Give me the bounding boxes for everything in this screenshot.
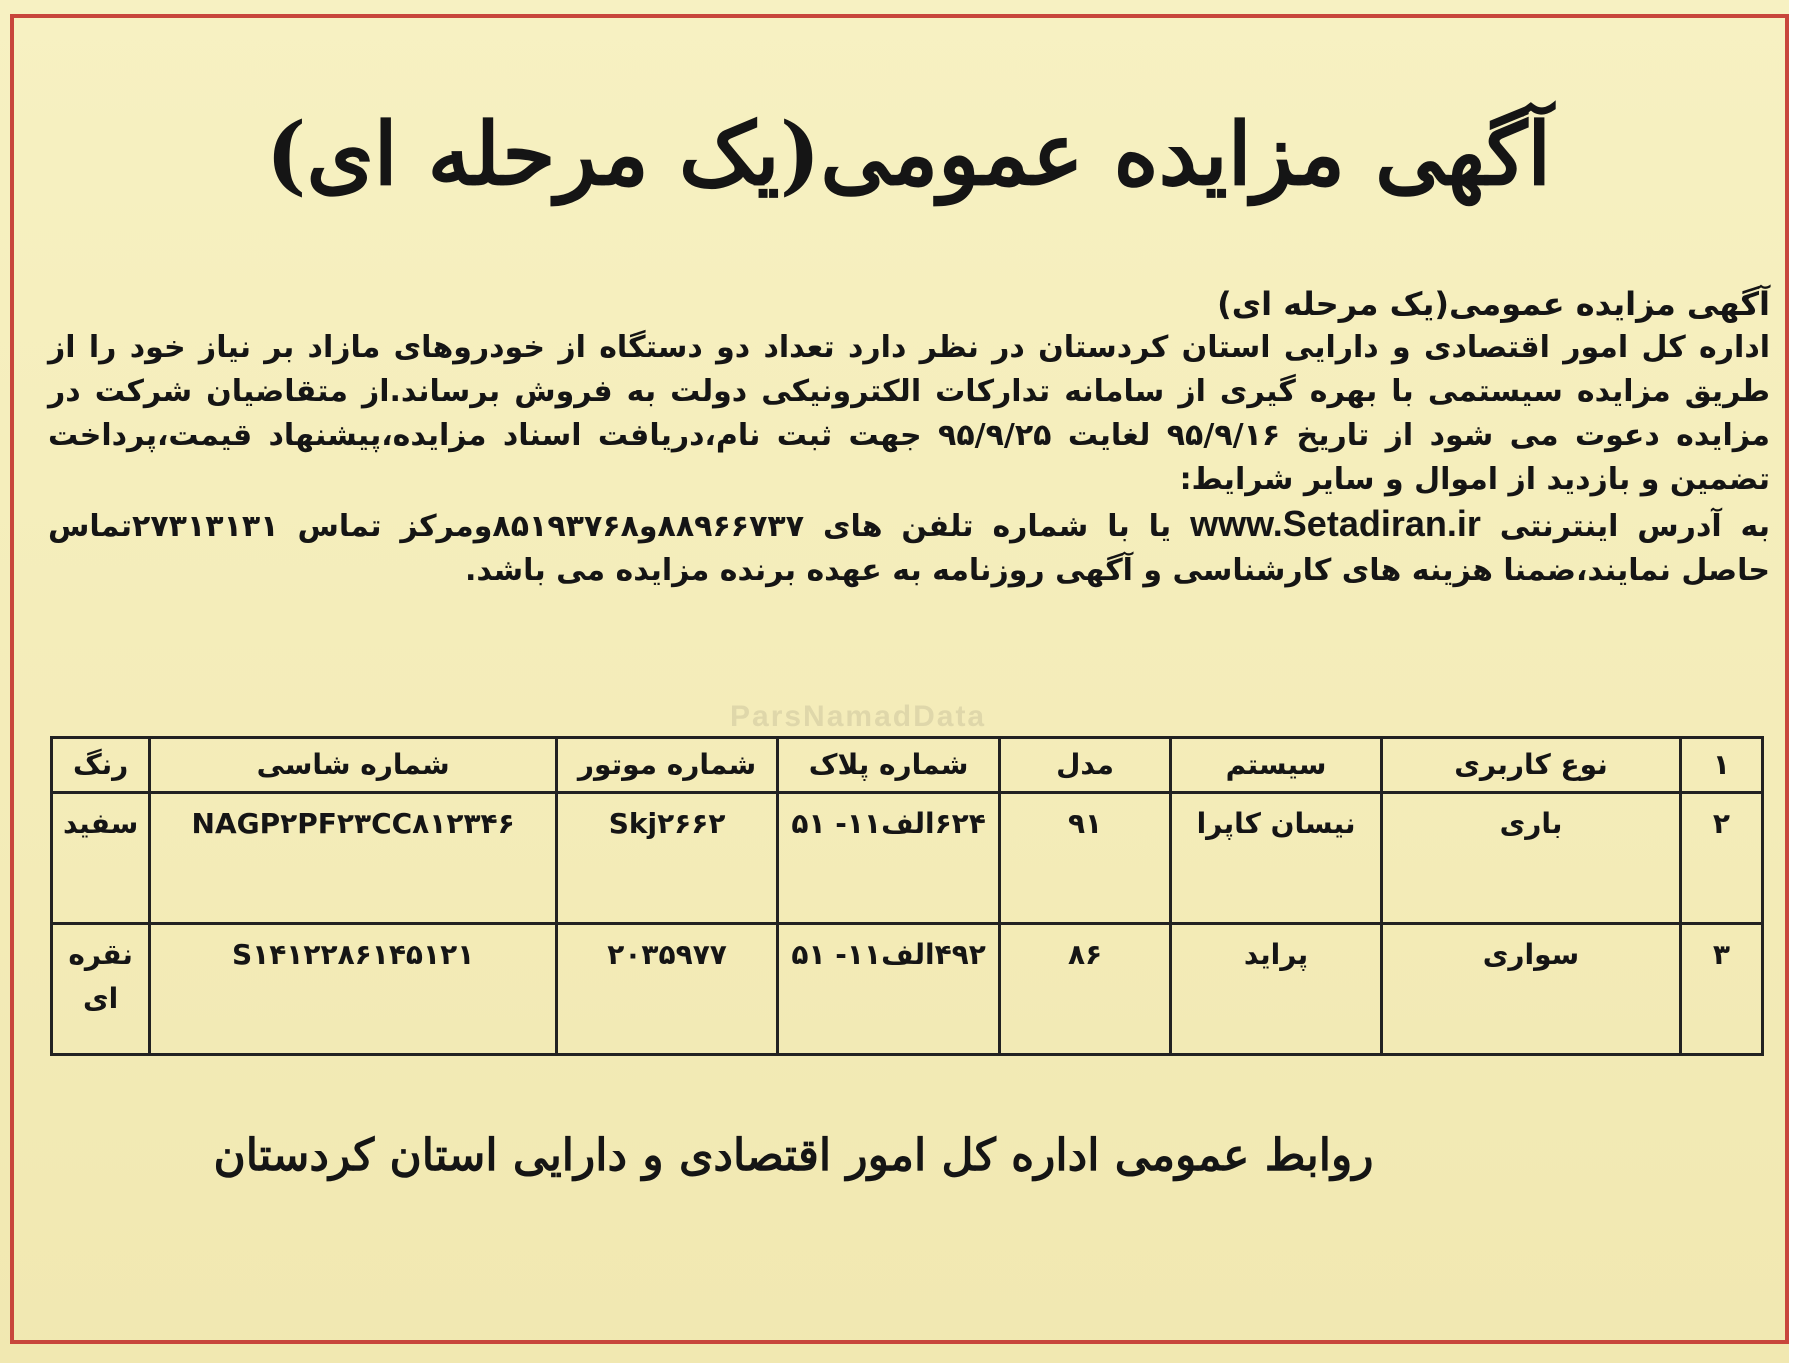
cell-chassis: NAGP۲PF۲۳CC۸۱۲۳۴۶	[150, 793, 557, 924]
announcement-title: آگهی مزایده عمومی(یک مرحله ای)	[265, 104, 1552, 205]
footer-signature: روابط عمومی اداره کل امور اقتصادی و دارایی استان کردستان	[213, 1130, 1374, 1181]
table-row	[52, 924, 1763, 1055]
header-plate: شماره پلاک	[778, 738, 1000, 793]
cell-color: سفید	[52, 793, 150, 924]
page-edge	[1789, 0, 1817, 1363]
watermark: ParsNamadData	[730, 700, 987, 733]
table-row	[52, 793, 1763, 924]
announcement-paragraph: اداره کل امور اقتصادی و دارایی استان کردستان در نظر دارد تعداد دو دستگاه از خودروهای مازاد بر نیاز خود را از طریق مزایده سیستمی با بهره گیری از سامانه تدارکات الکترونیکی دولت به فروش برساند.از متقاضیان شرکت در مزایده دعوت می شود از تاریخ ۹۵/۹/۱۶ لغایت ۹۵/۹/۲۵ جهت ثبت نام،دریافت اسناد مزایده،پیشنهاد قیمت،پرداخت تضمین و بازدید از اموال و سایر شرایط:	[48, 330, 1770, 497]
announcement-body	[48, 282, 1770, 593]
header-chassis: شماره شاسی	[150, 738, 557, 793]
header-model: مدل	[1000, 738, 1171, 793]
contact-suffix: یا با شماره تلفن های ۸۸۹۶۶۷۳۷و۸۵۱۹۳۷۶۸ومرکز تماس ۲۷۳۱۳۱۳۱تماس حاصل نمایند،ضمنا هزینه های کارشناسی و آگهی روزنامه به عهده برنده مزایده می باشد.	[48, 509, 1770, 588]
cell-num: ۳	[1680, 924, 1762, 1055]
header-system: سیستم	[1171, 738, 1382, 793]
cell-usage: سواری	[1382, 924, 1681, 1055]
table-header-row	[52, 738, 1763, 793]
header-color: رنگ	[52, 738, 150, 793]
cell-system: پراید	[1171, 924, 1382, 1055]
vehicles-table	[50, 736, 1764, 1056]
cell-plate: ۶۲۴الف۱۱- ۵۱	[778, 793, 1000, 924]
cell-engine: Skj۲۶۶۲	[556, 793, 777, 924]
cell-model: ۸۶	[1000, 924, 1171, 1055]
cell-usage: باری	[1382, 793, 1681, 924]
cell-color: نقره ای	[52, 924, 150, 1055]
cell-plate: ۴۹۲الف۱۱- ۵۱	[778, 924, 1000, 1055]
cell-model: ۹۱	[1000, 793, 1171, 924]
announcement-lead: آگهی مزایده عمومی(یک مرحله ای)	[1217, 285, 1770, 323]
header-usage: نوع کاربری	[1382, 738, 1681, 793]
cell-system: نیسان کاپرا	[1171, 793, 1382, 924]
contact-line	[48, 502, 1770, 593]
cell-chassis: S۱۴۱۲۲۸۶۱۴۵۱۲۱	[150, 924, 557, 1055]
cell-num: ۲	[1680, 793, 1762, 924]
contact-prefix: به آدرس اینترنتی	[1499, 509, 1770, 544]
header-engine: شماره موتور	[556, 738, 777, 793]
header-num: ۱	[1680, 738, 1762, 793]
website-link[interactable]: www.Setadiran.ir	[1190, 503, 1481, 544]
cell-engine: ۲۰۳۵۹۷۷	[556, 924, 777, 1055]
